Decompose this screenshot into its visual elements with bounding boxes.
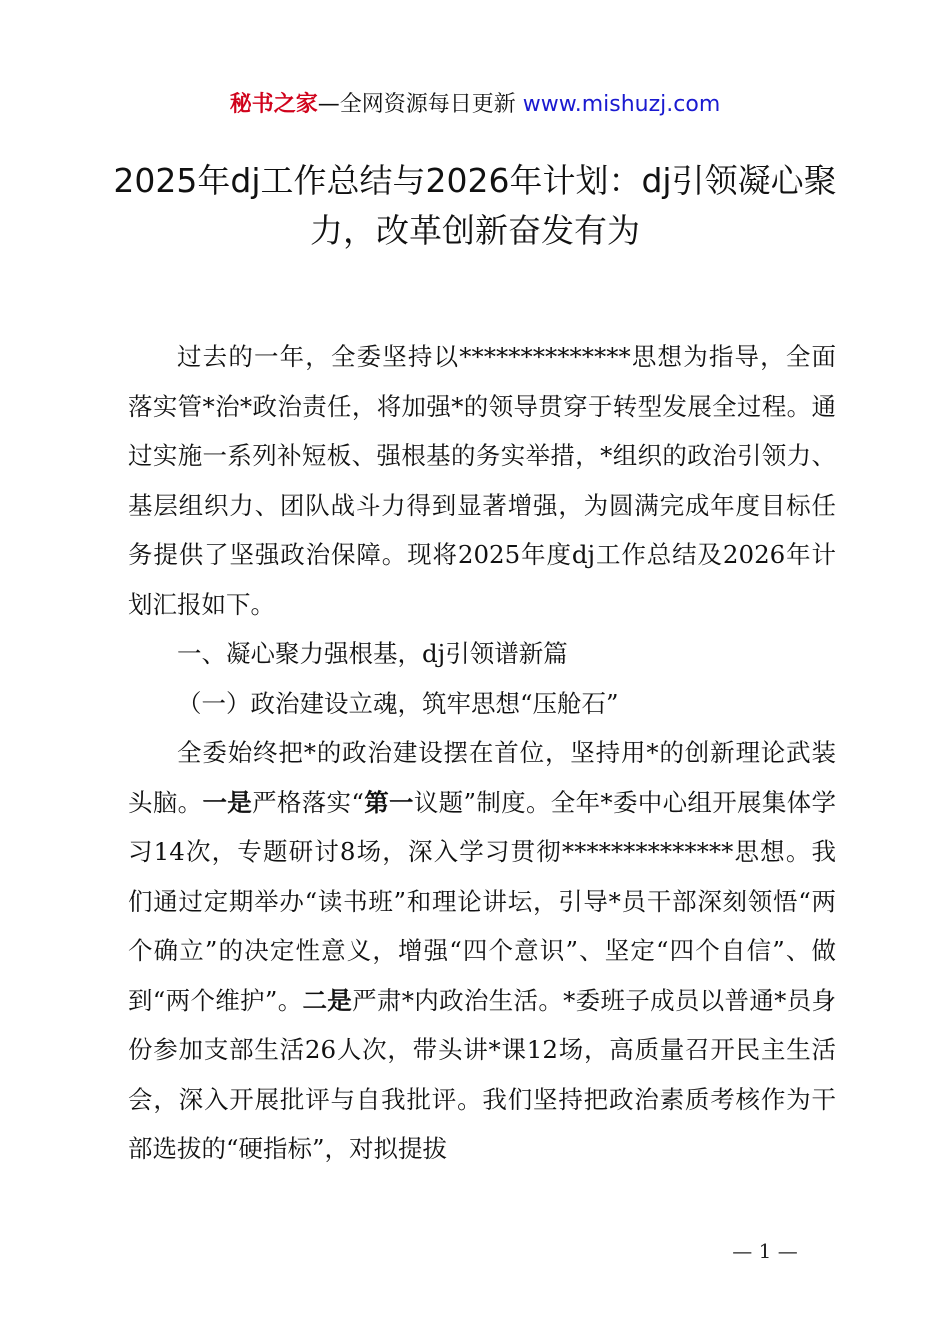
paragraph-text: 议题”制度。全年*委中心组开展集体学习14次，专题研讨8场，深入学习贯彻**************思想。我们通过定期举办“读书班”和理论讲坛，引导*员干部深刻领悟“两个确立”的决定性意义，增强“四个意识”、坚定“四个自信”、做到“两个维护”。 xyxy=(128,787,837,1015)
section-heading: 一、凝心聚力强根基，dj引领谱新篇 xyxy=(177,639,568,668)
site-brand: 秘书之家 xyxy=(229,92,318,117)
intro-paragraph: 过去的一年，全委坚持以**************思想为指导，全面落实管*治*政治责任，将加强*的领导贯穿于转型发展全过程。通过实施一系列补短板、强根基的务实举措，*组织的政治引领力、基层组织力、团队战斗力得到显著增强，为圆满完成年度目标任务提供了坚强政治保障。现将2025年度dj工作总结及2026年计划汇报如下。 xyxy=(128,342,836,619)
site-header xyxy=(0,88,950,122)
emphasis-text: 二是 xyxy=(302,985,353,1015)
subsection-heading: （一）政治建设立魂，筑牢思想“压舱石” xyxy=(177,688,619,718)
emphasis-text: 第一 xyxy=(363,787,414,817)
document-title: 2025年dj工作总结与2026年计划：dj引领凝心聚力，改革创新奋发有为 xyxy=(113,161,837,250)
site-url-link[interactable]: www.mishuzj.com xyxy=(522,92,721,117)
document-body xyxy=(128,332,836,1174)
body-paragraph xyxy=(128,728,836,1174)
paragraph-text: 全委始终把*的政治建设摆在首位，坚持用*的创新理论武装头脑。 xyxy=(128,738,836,817)
emphasis-text: 一是 xyxy=(202,787,253,817)
page-number: — 1 — xyxy=(732,1239,798,1263)
paragraph-text: 严格落实“ xyxy=(252,787,364,817)
site-tagline: —全网资源每日更新 xyxy=(317,92,523,117)
paragraph-text: 严肃*内政治生活。*委班子成员以普通*员身份参加支部生活26人次，带头讲*课12场，高质量召开民主生活会，深入开展批评与自我批评。我们坚持把政治素质考核作为干部选拔的“硬指标”，对拟提拔 xyxy=(128,985,836,1163)
